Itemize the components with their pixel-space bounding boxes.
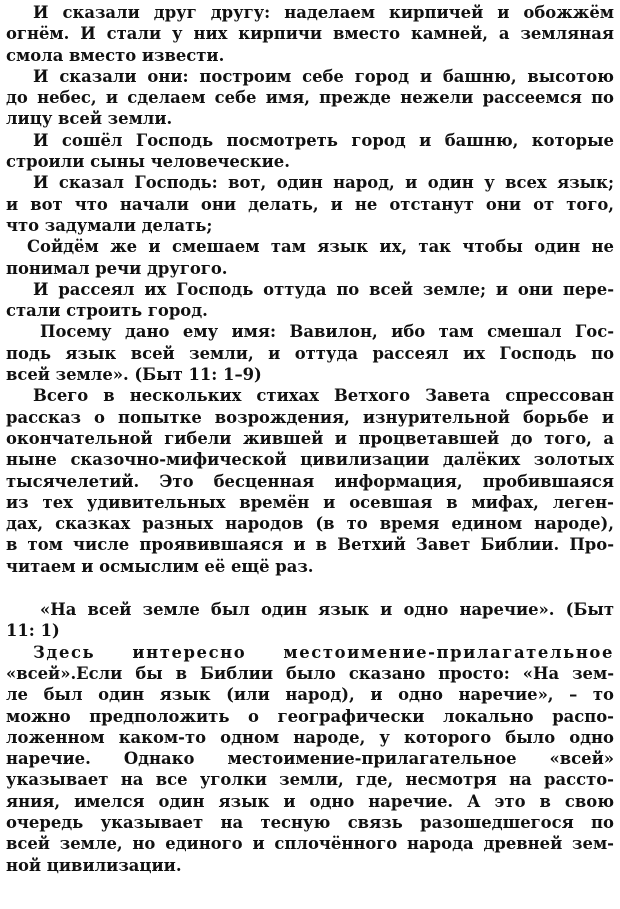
- text-line: Сойдём же и смешаем там язык их, так чтобы один не: [27, 237, 614, 257]
- text-line: И рассеял их Господь оттуда по всей земле; и они пере-: [33, 279, 614, 299]
- text-line: наречие. Однако местоимение-прилагательное «всей»: [6, 749, 614, 769]
- text-line: яния, имелся один язык и одно наречие. А это в свою: [6, 791, 614, 811]
- text-line: ложенном каком-то одном народе, у которого было одно: [6, 727, 614, 747]
- text-line: можно предположить о географически локально распо-: [6, 706, 614, 726]
- paragraph-analysis: [6, 642, 614, 876]
- paragraph-babel-7: [6, 321, 614, 385]
- text-line: «всей».Если бы в Библии было сказано просто: «На зем-: [6, 663, 614, 683]
- text-line: стали строить город.: [6, 301, 208, 321]
- text-line: дах, сказках разных народов (в то время едином народе),: [6, 514, 614, 534]
- text-line: очередь указывает на тесную связь разошедшегося по: [6, 812, 614, 832]
- text-line: рассказ о попытке возрождения, изнурительной борьбе и: [6, 407, 614, 427]
- paragraph-babel-2: [6, 66, 614, 130]
- text-line: И сказали друг другу: наделаем кирпичей и обожжём: [33, 3, 614, 22]
- text-line: Здесь интересно местоимение-прилагательное: [33, 642, 614, 662]
- paragraph-babel-1: [6, 2, 614, 66]
- text-line: тысячелетий. Это бесценная информация, пробившаяся: [6, 471, 614, 491]
- text-line: лицу всей земли.: [6, 109, 173, 129]
- text-line: в том числе проявившаяся и в Ветхий Завет Библии. Про-: [6, 535, 614, 555]
- text-line: окончательной гибели жившей и процветавшей до того, а: [6, 428, 614, 448]
- text-line: Всего в нескольких стихах Ветхого Завета спрессован: [33, 386, 614, 406]
- text-line: ле был один язык (или народ), и одно наречие», – то: [6, 685, 614, 705]
- text-line: Посему дано ему имя: Вавилон, ибо там смешал Гос-: [40, 322, 614, 342]
- text-line: до небес, и сделаем себе имя, прежде нежели рассеемся по: [6, 88, 614, 108]
- text-line: 11: 1): [6, 621, 60, 641]
- paragraph-babel-6: [6, 279, 614, 322]
- paragraph-commentary: [6, 385, 614, 577]
- text-line: ной цивилизации.: [6, 855, 182, 875]
- text-line: И сошёл Господь посмотреть город и башню, которые: [33, 130, 614, 150]
- text-line: из тех удивительных времён и осевшая в мифах, леген-: [6, 492, 614, 512]
- text-line: И сказали они: построим себе город и башню, высотою: [33, 66, 614, 86]
- text-line: что задумали делать;: [6, 215, 213, 235]
- text-line: читаем и осмыслим её ещё раз.: [6, 556, 314, 576]
- text-line: всей земле, но единого и сплочённого народа древней зем-: [6, 834, 614, 854]
- text-line: «На всей земле был один язык и одно наречие». (Быт: [40, 600, 614, 620]
- text-line: понимал речи другого.: [6, 258, 228, 278]
- text-line: всей земле». (Быт 11: 1–9): [6, 365, 262, 385]
- text-line: И сказал Господь: вот, один народ, и один у всех язык;: [33, 173, 614, 193]
- text-line: ныне сказочно-мифической цивилизации далёких золотых: [6, 450, 614, 470]
- text-line: строили сыны человеческие.: [6, 152, 290, 172]
- text-line: подь язык всей земли, и оттуда рассеял их Господь по: [6, 343, 614, 363]
- paragraph-babel-4: [6, 172, 614, 236]
- text-line: указывает на все уголки земли, где, несмотря на рассто-: [6, 770, 614, 790]
- paragraph-babel-3: [6, 130, 614, 173]
- paragraph-gap: [6, 577, 614, 599]
- text-line: и вот что начали они делать, и не отстанут они от того,: [6, 194, 614, 214]
- text-line: смола вместо извести.: [6, 45, 225, 65]
- paragraph-babel-5: [6, 236, 614, 279]
- text-line: огнём. И стали у них кирпичи вместо камней, а земляная: [6, 24, 614, 44]
- paragraph-quote: [6, 599, 614, 642]
